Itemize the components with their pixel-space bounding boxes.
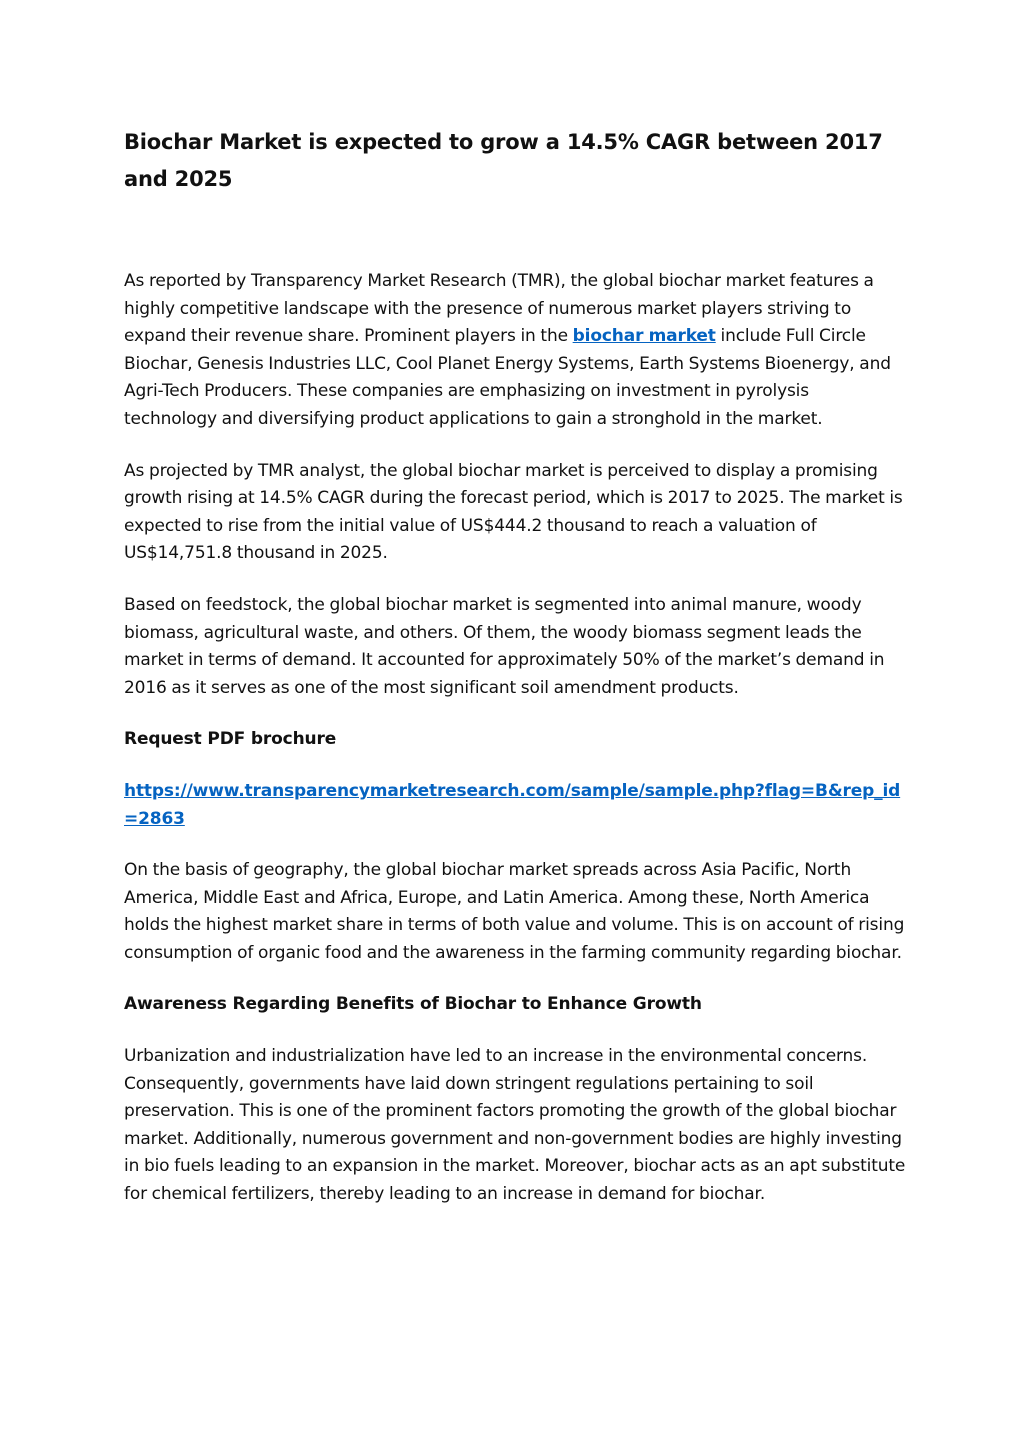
brochure-heading: Request PDF brochure [124, 729, 337, 750]
paragraph-growth-projection: As projected by TMR analyst, the global biochar market is perceived to display a promising growth rising at 14.5% CAGR during the forecast period, which is 2017 to 2025. The market is expected to rise from the initial value of US$444.2 thousand to reach a valuation of US$14,751.8 thousand in 2025. [124, 460, 903, 564]
paragraph-awareness: Urbanization and industrialization have led to an increase in the environmental concerns. Consequently, governments have laid down stringent regulations pertaining to soil preservation. This is one of the prominent factors promoting the growth of the global biochar market. Additionally, numerous government and non-government bodies are highly investing in bio fuels leading to an expansion in the market. Moreover, biochar acts as an apt substitute for chemical fertilizers, thereby leading to an increase in demand for biochar. [124, 1046, 906, 1205]
biochar-market-link[interactable]: biochar market [572, 326, 716, 347]
section-heading: Awareness Regarding Benefits of Biochar to Enhance Growth [124, 994, 702, 1015]
brochure-url-link[interactable]: https://www.transparencymarketresearch.com/sample/sample.php?flag=B&rep_id=2863 [124, 780, 901, 829]
paragraph-geography: On the basis of geography, the global biochar market spreads across Asia Pacific, North America, Middle East and Africa, Europe, and Latin America. Among these, North America holds the highest market share in terms of both value and volume. This is on account of rising consumption of organic food and the awareness in the farming community regarding biochar. [124, 860, 905, 963]
paragraph-text: include Full Circle Biochar, Genesis Industries LLC, Cool Planet Energy Systems, Earth Systems Bioenergy, and Agri-Tech Producers. These companies are emphasizing on investment in pyrolysis technology and diversifying product applications to gain a stronghold in the market. [124, 326, 891, 429]
document-page [124, 124, 906, 1209]
paragraph-text: As reported by Transparency Market Research (TMR), the global biochar market features a highly competitive landscape with the presence of numerous market players striving to expand their revenue share. Prominent players in the [124, 271, 874, 347]
document-title: Biochar Market is expected to grow a 14.5% CAGR between 2017 and 2025 [124, 130, 883, 191]
brochure-url-paragraph [124, 778, 906, 833]
paragraph-feedstock-segments: Based on feedstock, the global biochar market is segmented into animal manure, woody biomass, agricultural waste, and others. Of them, the woody biomass segment leads the market in terms of demand. It accounted for approximately 50% of the market’s demand in 2016 as it serves as one of the most significant soil amendment products. [124, 594, 885, 698]
paragraph-competitive-landscape [124, 268, 906, 434]
